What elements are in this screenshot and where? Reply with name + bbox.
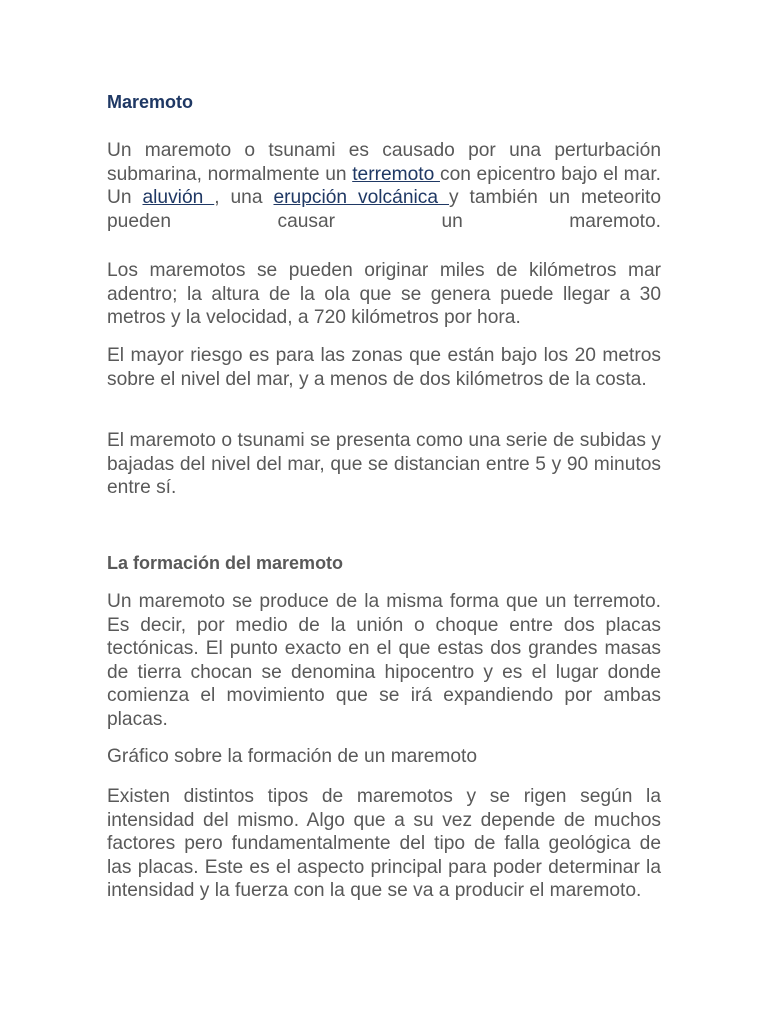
paragraph-waves: El maremoto o tsunami se presenta como una serie de subidas y bajadas del nivel del mar, que se distancian entre 5 y 90 minutos entre sí. [107,430,661,499]
paragraph-origin: Los maremotos se pueden originar miles de kilómetros mar adentro; la altura de la ola que se genera puede llegar a 30 metros y la velocidad, a 720 kilómetros por hora. [107,260,661,329]
link-terremoto[interactable]: terremoto [352,163,440,185]
link-aluvion[interactable]: aluvión [142,187,215,209]
paragraph-types: Existen distintos tipos de maremotos y se rigen según la intensidad del mismo. Algo que a su vez depende de muchos factores pero fundamentalmente del tipo de falla geológica de las placas. Este es el aspecto principal para poder determinar la intensidad y la fuerza con la que se va a producir el maremoto. [107,786,661,902]
intro-text-1: Un maremoto o tsunami es causado por una perturbación submarina, normalmente un [107,140,661,185]
intro-text-4: y también un meteorito pueden causar un maremoto. [107,187,662,232]
link-erupcion-volcanica[interactable]: erupción volcánica [273,187,449,209]
section-heading: La formación del maremoto [107,553,344,573]
paragraph-risk: El mayor riesgo es para las zonas que están bajo los 20 metros sobre el nivel del mar, y a menos de dos kilómetros de la costa. [107,345,661,390]
intro-text-3: , una [214,187,274,209]
paragraph-formation: Un maremoto se produce de la misma forma que un terremoto. Es decir, por medio de la unión o choque entre dos placas tectónicas. El punto exacto en el que estas dos grandes masas de tierra chocan se denomina hipocentro y es el lugar donde comienza el movimiento que se irá expandiendo por ambas placas. [107,591,661,730]
page-title: Maremoto [107,92,194,112]
intro-text-2: con epicentro bajo el mar. Un [107,163,661,209]
graphic-caption: Gráfico sobre la formación de un maremoto [107,746,478,767]
intro-paragraph [107,139,661,233]
